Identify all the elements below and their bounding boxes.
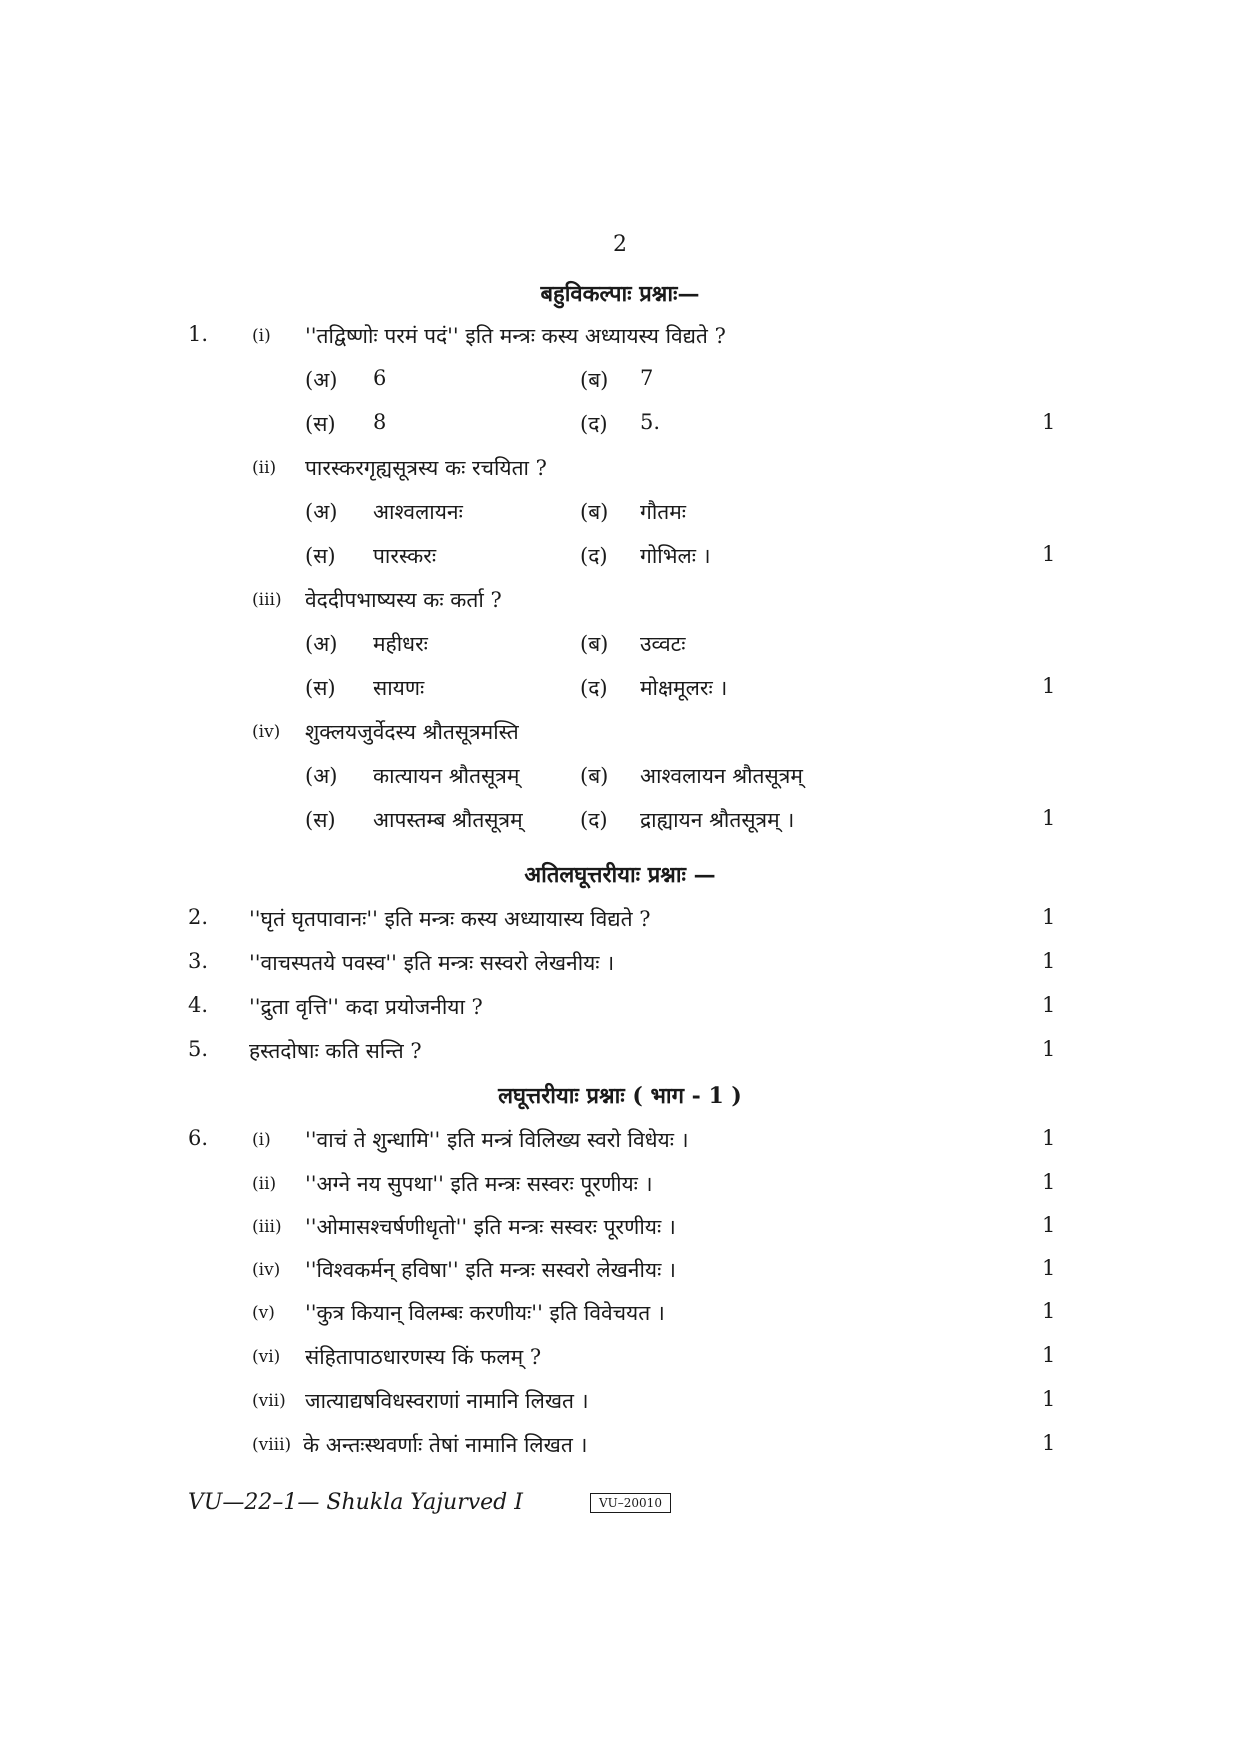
option-text: पारस्करः [373,544,437,568]
q1-part-i [0,322,1240,362]
option-row [0,498,1240,538]
q6-part [0,1431,1240,1471]
footer-paper-code: VU—22–1— Shukla Yajurved I [188,1490,523,1515]
sub-label: (iv) [252,1260,281,1280]
question-text: ''कुत्र कियान् विलम्बः करणीयः'' इति विवेचयत । [305,1301,665,1325]
sub-label: (iv) [252,722,281,742]
option-text: उव्वटः [640,632,686,656]
option-row [0,806,1240,846]
option-row [0,762,1240,802]
marks: 1 [1042,806,1056,830]
option-text: गौतमः [640,500,687,524]
question-row [0,993,1240,1033]
option-row [0,542,1240,582]
question-text: ''वाचं ते शुन्धामि'' इति मन्त्रं विलिख्य स्वरो विधेयः । [305,1128,689,1152]
option-text: कात्यायन श्रौतसूत्रम् [373,764,520,788]
option-label: (ब) [580,500,609,524]
sub-label: (i) [252,326,271,346]
option-label: (ब) [580,764,609,788]
option-row [0,366,1240,406]
footer-code-box: VU–20010 [590,1493,671,1513]
section-heading-very-short: अतिलघूत्तरीयाः प्रश्नाः — [524,862,716,888]
question-text: शुक्लयजुर्वेदस्य श्रौतसूत्रमस्ति [305,720,519,744]
option-label: (स) [305,412,336,436]
option-label: (स) [305,676,336,700]
option-label: (द) [580,544,608,568]
section-heading-mcq: बहुविकल्पाः प्रश्नाः— [540,281,700,307]
marks: 1 [1042,905,1056,929]
question-number: 1. [188,322,209,346]
option-label: (ब) [580,632,609,656]
marks: 1 [1042,410,1056,434]
question-number: 5. [188,1037,209,1061]
question-number: 2. [188,905,209,929]
question-text: संहितापाठधारणस्य किं फलम् ? [305,1345,542,1369]
marks: 1 [1042,1387,1056,1411]
marks: 1 [1042,542,1056,566]
question-text: ''द्रुता वृत्ति'' कदा प्रयोजनीया ? [249,995,483,1019]
sub-label: (i) [252,1130,271,1150]
option-text: द्राह्यायन श्रौतसूत्रम् । [640,808,795,832]
question-number: 4. [188,993,209,1017]
sub-label: (iii) [252,590,282,610]
marks: 1 [1042,1037,1056,1061]
option-row [0,674,1240,714]
question-text: हस्तदोषाः कति सन्ति ? [249,1039,422,1063]
marks: 1 [1042,1170,1056,1194]
question-text: ''विश्वकर्मन् हविषा'' इति मन्त्रः सस्वरो लेखनीयः । [305,1258,676,1282]
q6-part [0,1299,1240,1339]
option-label: (अ) [305,500,338,524]
question-text: ''वाचस्पतये पवस्व'' इति मन्त्रः सस्वरो लेखनीयः । [249,951,615,975]
sub-label: (vii) [252,1391,286,1411]
option-text: 6 [373,366,387,390]
question-text: ''घृतं घृतपावानः'' इति मन्त्रः कस्य अध्यायास्य विद्यते ? [249,907,651,931]
option-text: सायणः [373,676,425,700]
q6-part [0,1387,1240,1427]
sub-label: (iii) [252,1217,282,1237]
question-number: 6. [188,1126,209,1150]
option-label: (स) [305,544,336,568]
question-row [0,905,1240,945]
option-label: (द) [580,676,608,700]
question-text: पारस्करगृह्यसूत्रस्य कः रचयिता ? [305,456,547,480]
marks: 1 [1042,949,1056,973]
sub-label: (vi) [252,1347,281,1367]
option-label: (द) [580,412,608,436]
section-heading-short: लघूत्तरीयाः प्रश्नाः ( भाग - 1 ) [498,1083,742,1109]
q1-part-iv [0,718,1240,758]
option-text: मोक्षमूलरः । [640,676,728,700]
q1-part-ii [0,454,1240,494]
q6-part [0,1126,1240,1166]
option-text: गोभिलः । [640,544,711,568]
sub-label: (v) [252,1303,275,1323]
marks: 1 [1042,1431,1056,1455]
marks: 1 [1042,1343,1056,1367]
question-row [0,949,1240,989]
option-text: 7 [640,366,654,390]
page-number: 2 [613,232,627,257]
question-text: ''ओमासश्चर्षणीधृतो'' इति मन्त्रः सस्वरः पूरणीयः । [305,1215,676,1239]
marks: 1 [1042,1256,1056,1280]
option-text: आश्वलायनः [373,500,463,524]
marks: 1 [1042,1299,1056,1323]
marks: 1 [1042,1213,1056,1237]
q6-part [0,1256,1240,1296]
sub-label: (ii) [252,458,277,478]
q6-part [0,1213,1240,1253]
question-number: 3. [188,949,209,973]
marks: 1 [1042,1126,1056,1150]
q6-part [0,1343,1240,1383]
option-text: 5. [640,410,661,434]
option-text: आश्वलायन श्रौतसूत्रम् [640,764,803,788]
question-text: ''अग्ने नय सुपथा'' इति मन्त्रः सस्वरः पूरणीयः । [305,1172,653,1196]
option-label: (अ) [305,632,338,656]
option-label: (ब) [580,368,609,392]
question-text: जात्याद्यषविधस्वराणां नामानि लिखत । [305,1389,589,1413]
marks: 1 [1042,993,1056,1017]
question-row [0,1037,1240,1077]
sub-label: (viii) [252,1435,292,1455]
marks: 1 [1042,674,1056,698]
option-text: महीधरः [373,632,428,656]
sub-label: (ii) [252,1174,277,1194]
option-row [0,410,1240,450]
q6-part [0,1170,1240,1210]
option-text: आपस्तम्ब श्रौतसूत्रम् [373,808,523,832]
option-text: 8 [373,410,387,434]
option-label: (द) [580,808,608,832]
question-text: के अन्तःस्थवर्णाः तेषां नामानि लिखत । [303,1433,588,1457]
option-label: (अ) [305,368,338,392]
question-text: ''तद्विष्णोः परमं पदं'' इति मन्त्रः कस्य अध्यायस्य विद्यते ? [305,324,726,348]
question-text: वेददीपभाष्यस्य कः कर्ता ? [305,588,502,612]
option-row [0,630,1240,670]
q1-part-iii [0,586,1240,626]
option-label: (अ) [305,764,338,788]
option-label: (स) [305,808,336,832]
